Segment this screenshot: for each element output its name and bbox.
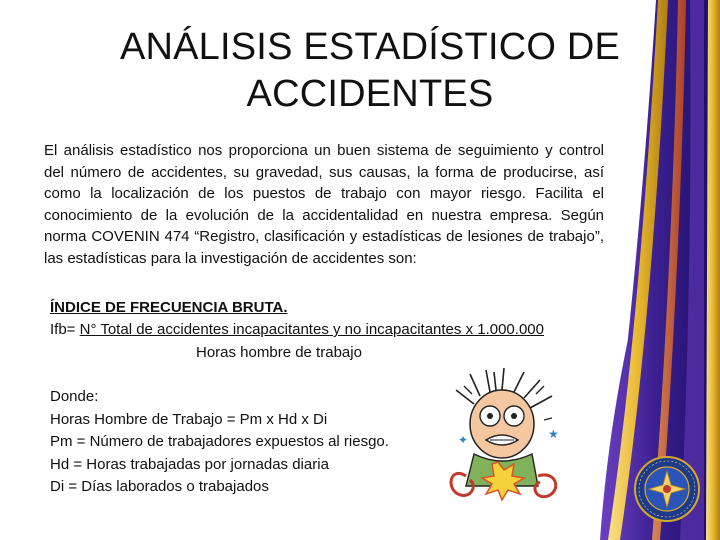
- stressed-man-illustration: [440, 366, 585, 516]
- definitions-block: [50, 386, 389, 499]
- definition-item: Di = Días laborados o trabajados: [50, 478, 269, 495]
- university-seal: [633, 455, 701, 523]
- formula-denominator: Horas hombre de trabajo: [196, 344, 362, 361]
- title-line-1: ANÁLISIS ESTADÍSTICO DE: [119, 26, 621, 68]
- definitions-label: Donde:: [50, 388, 99, 405]
- definition-item: Hd = Horas trabajadas por jornadas diaria: [50, 455, 329, 473]
- formula-numerator-line: [50, 321, 544, 338]
- formula-numerator: N° Total de accidentes incapacitantes y no incapacitantes x 1.000.000: [79, 321, 544, 338]
- slide-title: [80, 24, 660, 118]
- definition-item: Pm = Número de trabajadores expuestos al riesgo.: [50, 433, 389, 450]
- formula-prefix: Ifb=: [50, 321, 80, 338]
- formula-heading: ÍNDICE DE FRECUENCIA BRUTA.: [50, 299, 288, 316]
- svg-text:✦: ✦: [458, 433, 469, 447]
- title-line-2: ACCIDENTES: [246, 73, 494, 115]
- svg-text:★: ★: [548, 427, 559, 441]
- intro-paragraph: El análisis estadístico nos proporciona un buen sistema de seguimiento y control del número de accidentes, su gravedad, sus causas, la forma de producirse, así como la localización de los puestos de trabajo con mayor riesgo. Facilita el conocimiento de la evolución de la accidentalidad en nuestra empresa. Según norma COVENIN 474 “Registro, clasificación y estadísticas de lesiones de trabajo”, las estadísticas para la investigación de accidentes son:: [44, 142, 604, 267]
- definition-item: Horas Hombre de Trabajo = Pm x Hd x Di: [50, 410, 328, 428]
